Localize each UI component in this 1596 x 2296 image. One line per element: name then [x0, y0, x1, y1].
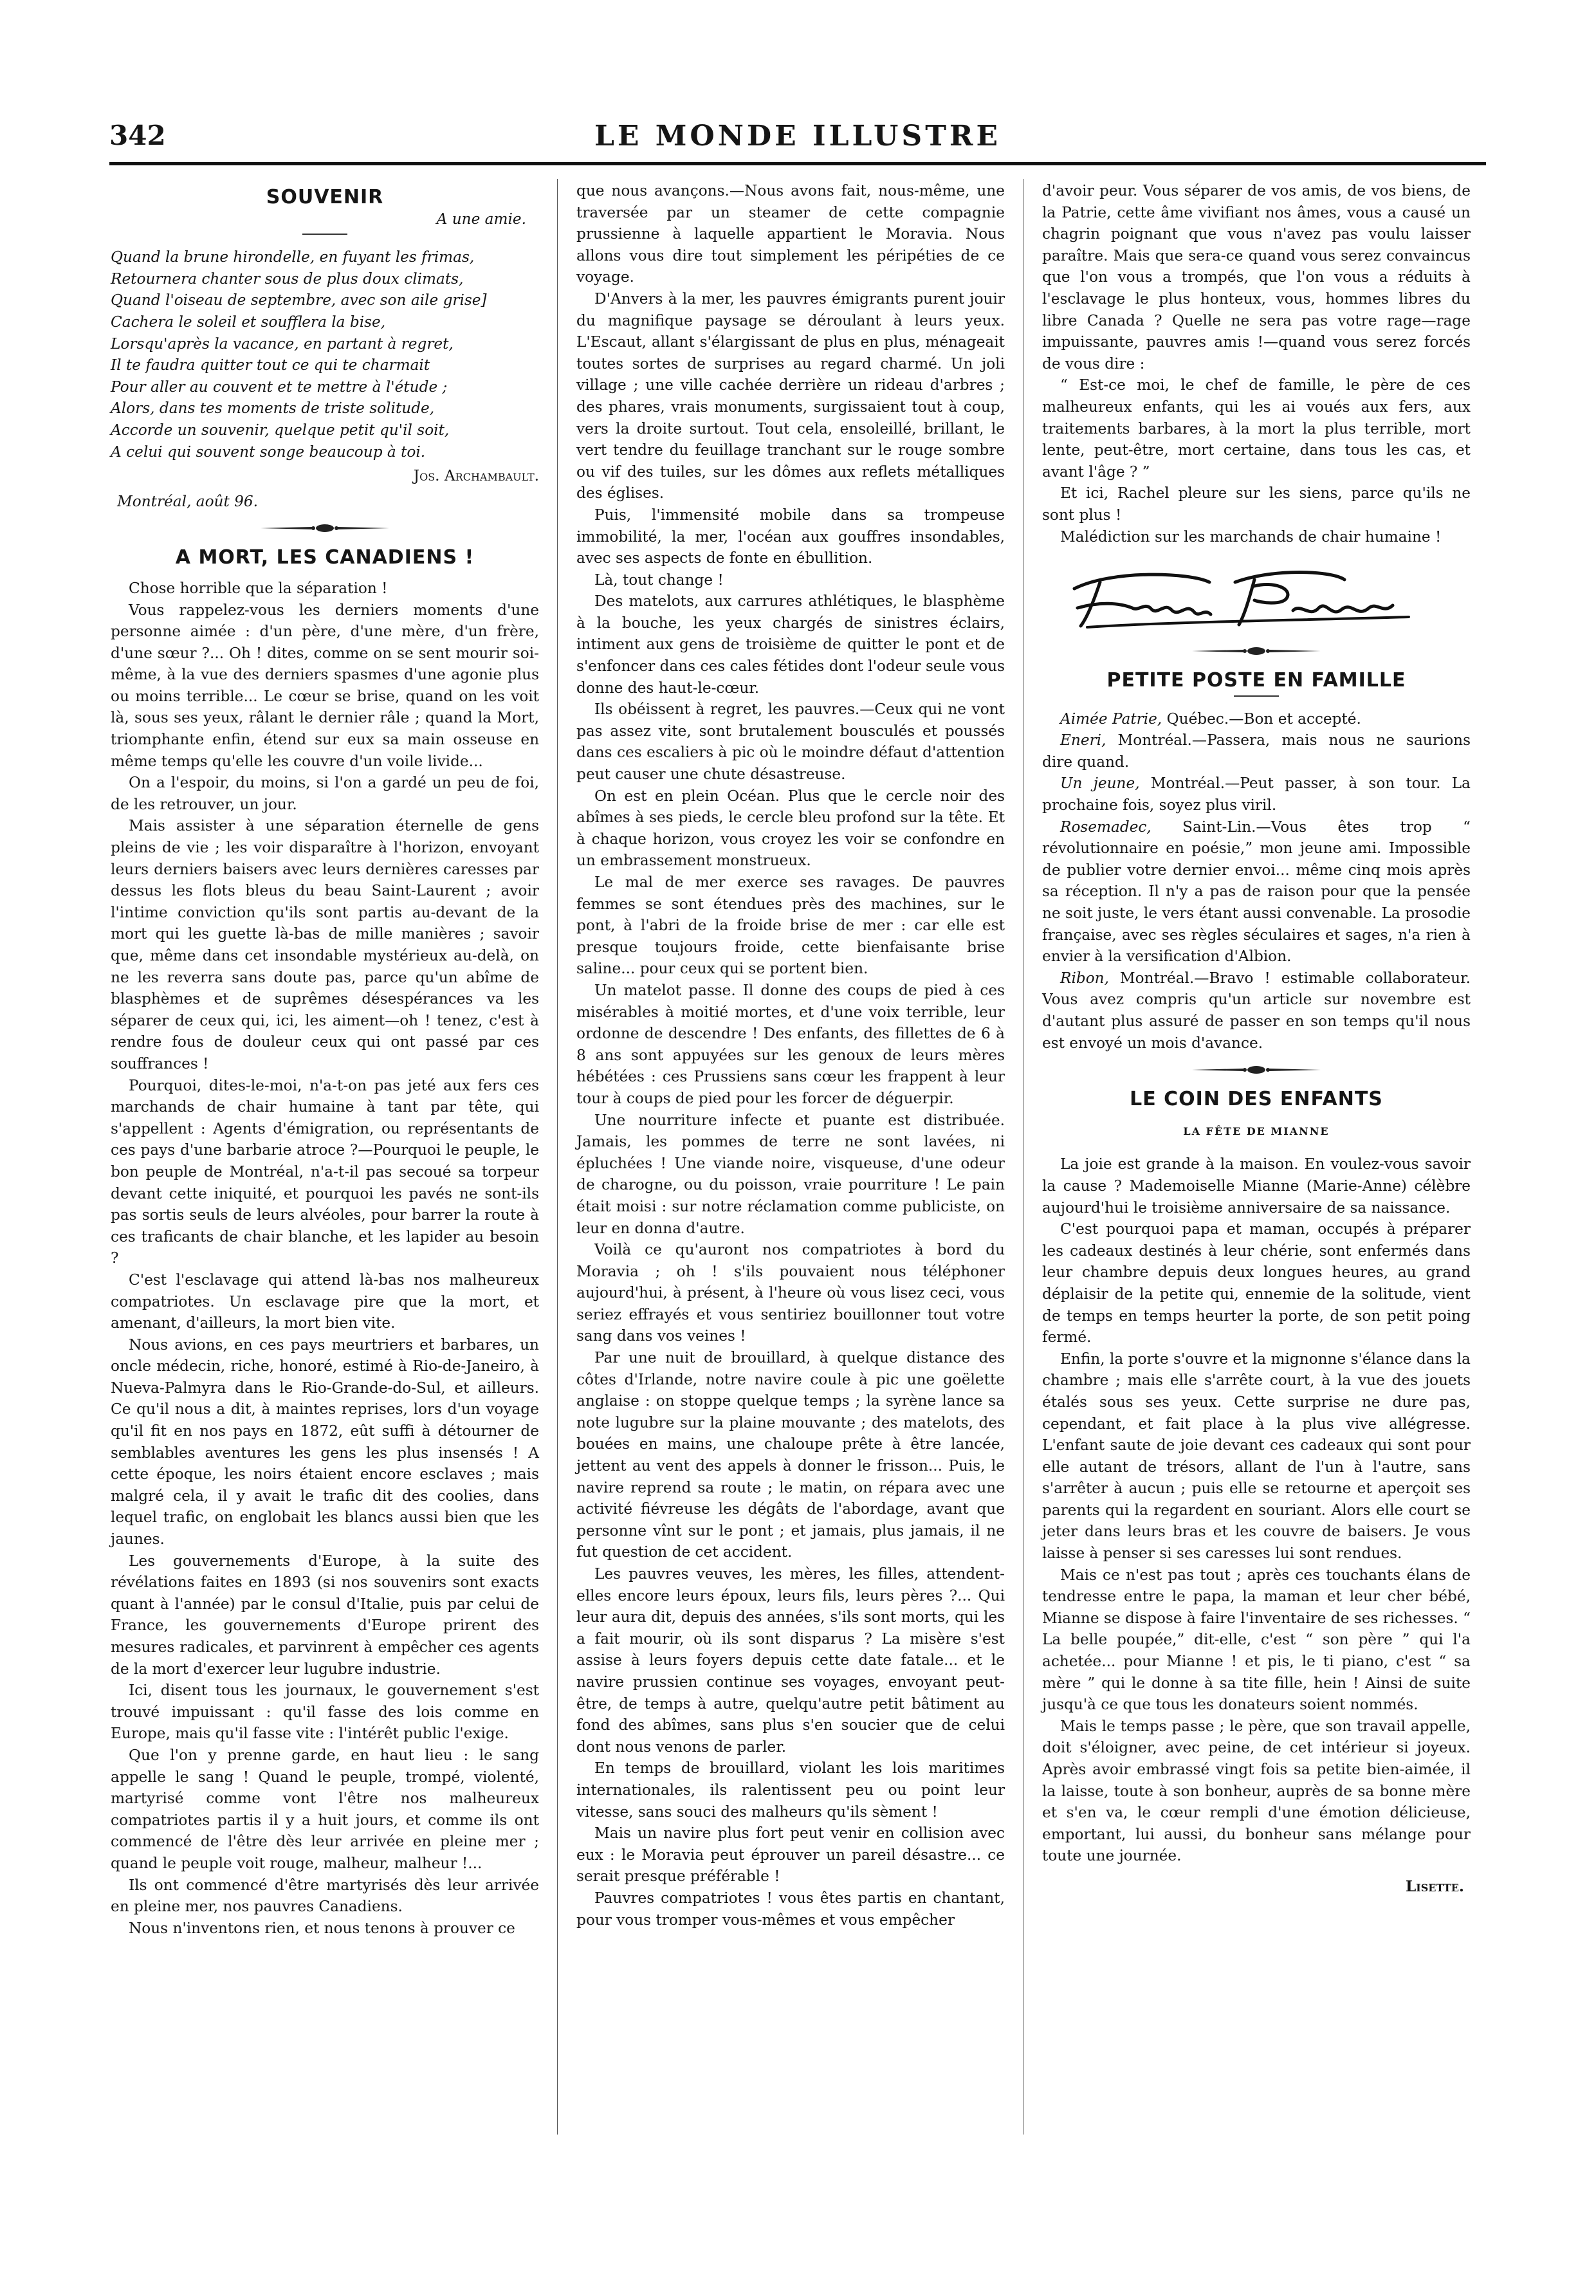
article-paragraph: Puis, l'immensité mobile dans sa trompeuse immobilité, la mer, l'océan aux gouffres insondables, avec ses aspects de fonte en ébullition.	[576, 506, 1005, 567]
reply-name: Ribon,	[1060, 969, 1109, 987]
reply-name: Un jeune,	[1060, 775, 1140, 793]
article-paragraph: Vous rappelez-vous les derniers moments d'une personne aimée : d'un père, d'une mère, d'un frère, d'une sœur ?... Oh ! dites, comme on se sent mourir soi-même, à la vue des derniers spasmes d'une agonie plus ou moins terrible... Le cœur se brise, quand on les voit là, sous ses yeux, râlant le dernier râle ; quand la Mort, triomphante enfin, étend sur eux sa main osseuse en même temps qu'elle les couvre d'un voile livide...	[111, 601, 539, 770]
article-paragraph: On a l'espoir, du moins, si l'on a gardé un peu de foi, de les retrouver, un jour.	[111, 774, 539, 813]
poem-line: Lorsqu'après la vacance, en partant à regret,	[111, 335, 454, 353]
poste-reply	[1042, 708, 1471, 730]
article-paragraph: Le mal de mer exerce ses ravages. De pauvres femmes se sont étendues près des machines, sur le pont, à l'abri de la froide brise de mer : car elle est presque toujours froide, cette bienfaisante brise saline... pour ceux qui se portent bien.	[576, 874, 1005, 978]
article-paragraph: Ici, disent tous les journaux, le gouvernement s'est trouvé impuissant : qu'il fasse des lois comme en Europe, mais qu'il fasse vite : l'intérêt public l'exige.	[111, 1682, 539, 1743]
page-header	[109, 120, 1486, 158]
article-paragraph: Pauvres compatriotes ! vous êtes partis en chantant, pour vous tromper vous-mêmes et vous empêcher	[576, 1889, 1005, 1929]
poem-dedication: A une amie.	[436, 210, 526, 228]
article-paragraph: En temps de brouillard, violant les lois maritimes internationales, ils ralentissent peu ou point leur vitesse, sans souci des malheurs qu'ils sèment !	[576, 1759, 1005, 1821]
article-paragraph: “ Est-ce moi, le chef de famille, le père de ces malheureux enfants, qui les ai voués aux fers, aux traitements barbares, à la mort la plus terrible, mort lente, peut-être, mort certaine, dans tous les cas, et avant l'âge ? ”	[1042, 376, 1471, 481]
short-rule	[302, 234, 347, 235]
poem-dateline: Montréal, août 96.	[117, 492, 259, 510]
article-paragraph: Les gouvernements d'Europe, à la suite des révélations faites en 1893 (si nos souvenirs sont exacts quant à l'année) par le consul d'Italie, puis par celui de France, les gouvernements d'Europe prirent des mesures radicales, et parvinrent à empêcher ces agents de la mort d'exercer leur lugubre industrie.	[111, 1552, 539, 1678]
article-paragraph: Malédiction sur les marchands de chair humaine !	[1060, 528, 1442, 546]
article-paragraph: Mais ce n'est pas tout ; après ces touchants élans de tendresse entre le papa, la maman et leur cher bébé, Mianne se dispose à faire l'inventaire de ses richesses. “ La belle poupée,” dit-elle, c'est “ son père ” qui l'a achetée... pour Mianne ! et pis, le ti piano, c'est “ sa mère ” qui le donne à sa tite fille, hein ! Ainsi de suite jusqu'à ce que tous les donateurs soient nommés.	[1042, 1566, 1471, 1714]
poste-reply	[1042, 968, 1471, 1054]
header-rule	[109, 162, 1486, 165]
poem-line: Alors, dans tes moments de triste solitude,	[111, 400, 435, 418]
article-paragraph: Un matelot passe. Il donne des coups de pied à ces misérables à moitié mortes, et d'une voix terrible, leur ordonne de descendre ! Des enfants, des fillettes de 6 à 8 ans sont appuyées sur les genoux de leurs mères hébétées : ces Prussiens sans cœur les frappent à leur tour à coups de pied pour les forcer de déguerpir.	[576, 981, 1005, 1107]
column-divider	[557, 179, 558, 2135]
column-right	[1042, 180, 1471, 1898]
article-paragraph: Mais assister à une séparation éternelle de gens pleins de vie ; les voir disparaître à l'horizon, envoyant leurs derniers baisers avec leurs dernières caresses par dessus les flots bleus du beau Saint-Laurent ; avoir l'intime conviction qu'ils sont partis au-devant de la mort qui les guette là-bas de mille manières ; savoir que, même dans cet insondable mystérieux au-delà, on ne les reverra sans doute pas, parce qu'un abîme de blasphèmes et de suprêmes désespérances va les séparer de ceux qui, ici, les aiment—oh ! tenez, c'est à rendre fous de douleur ceux qui ont passé par ces souffrances !	[111, 817, 539, 1072]
enfants-title: LE COIN DES ENFANTS	[1130, 1088, 1383, 1111]
article-paragraph: Nous n'inventons rien, et nous tenons à prouver ce	[129, 1919, 515, 1937]
reply-name: Eneri,	[1060, 731, 1106, 749]
article-paragraph: Mais le temps passe ; le père, que son travail appelle, doit s'éloigner, avec peine, de cet intérieur si joyeux. Après avoir embrassé vingt fois sa petite bien-aimée, il la laisse, toute à son bonheur, auprès de sa bonne mère et s'en va, le cœur rempli d'une émotion délicieuse, emportant, lui aussi, du bonheur sans mélange pour toute une journée.	[1042, 1717, 1471, 1865]
article-paragraph: Là, tout change !	[594, 571, 724, 589]
poem-author: Jos. Archambault.	[413, 467, 539, 485]
article-paragraph: Ils obéissent à regret, les pauvres.—Ceux qui ne vont pas assez vite, sont brutalement bousculés et poussés dans ces escaliers à pic où le moindre défaut d'attention peut causer une chute désastreuse.	[576, 701, 1005, 784]
poste-reply	[1042, 773, 1471, 816]
ornament-divider	[1192, 647, 1321, 656]
article-paragraph: C'est l'esclavage qui attend là-bas nos malheureux compatriotes. Un esclavage pire que la mort, et amenant, d'ailleurs, la mort bien vite.	[111, 1271, 539, 1332]
article-paragraph: D'Anvers à la mer, les pauvres émigrants purent jouir du magnifique paysage se déroulant à leurs yeux. L'Escaut, allant s'élargissant de plus en plus, ménageait toutes sortes de surprises au regard charmé. Un joli village ; une ville cachée derrière un rideau d'arbres ; des phares, vrais monuments, surgissaient tout à coup, vers la droite surtout. Tout cela, ensoleillé, brillant, le vert tendre du feuillage tranchant sur le rouge sombre ou vif des tuiles, sur les dômes aux reflets métalliques des églises.	[576, 289, 1005, 502]
souvenir-title: SOUVENIR	[266, 186, 384, 208]
reply-text: Montréal.—Bravo ! estimable collaborateur. Vous avez compris qu'un article sur novembre est d'autant plus assuré de passer en son temps qu'il nous est envoyé un mois d'avance.	[1042, 969, 1471, 1052]
article-paragraph: Chose horrible que la séparation !	[129, 579, 388, 597]
article-paragraph: Nous avions, en ces pays meurtriers et barbares, un oncle médecin, riche, honoré, estimé à Rio-de-Janeiro, à Nueva-Palmyra dans le Rio-Grande-do-Sul, et ailleurs. Ce qu'il nous a dit, à maintes reprises, lors d'un voyage qu'il fit en nos pays en 1872, eût suffi à détourner de semblables aventures les gens les plus insensés ! A cette époque, les noirs étaient encore esclaves ; mais malgré cela, il y avait le trafic dit des coolies, dans lequel trafic, on englobait les blancs aussi bien que les jaunes.	[111, 1336, 539, 1548]
poem-line: A celui qui souvent songe beaucoup à toi.	[111, 443, 426, 461]
handwritten-signature	[1061, 563, 1422, 634]
reply-text: Montréal.—Passera, mais nous ne saurions dire quand.	[1042, 731, 1471, 771]
reply-name: Aimée Patrie,	[1060, 710, 1162, 728]
article-paragraph: Mais un navire plus fort peut venir en collision avec eux : le Moravia peut éprouver un pareil désastre... ce serait presque préférable !	[576, 1824, 1005, 1886]
article-paragraph: d'avoir peur. Vous séparer de vos amis, de vos biens, de la Patrie, cette âme vivifiant nos âmes, vous a causé un chagrin poignant que vous n'avez pas voulu laisser paraître. Mais que sera-ce quand vous serez convaincus que l'on vous a trompés, que l'on vous a réduits à l'esclavage le plus honteux, vous, hommes libres du libre Canada ? Quelle ne sera pas votre rage—rage impuissante, pauvres amis !—quand vous serez forcés de vous dire :	[1042, 182, 1471, 372]
article-paragraph: Des matelots, aux carrures athlétiques, le blasphème à la bouche, les yeux chargés de sinistres éclairs, intiment aux gens de troisième de quitter le pont et de s'enfoncer dans ces cales fétides dont l'odeur seule vous donne des haut-le-cœur.	[576, 592, 1005, 697]
article-paragraph: Pourquoi, dites-le-moi, n'a-t-on pas jeté aux fers ces marchands de chair humaine à tant par tête, qui s'appellent : Agents d'émigration, ou représentants de ces pays d'une barbarie atroce ?—Pourquoi le peuple, le bon peuple de Montréal, n'a-t-il pas secoué sa torpeur devant cette iniquité, et pourquoi les pavés ne sont-ils pas sortis seuls de leurs alvéoles, pour barrer la route à ces traficants de chair blanche, et les lapider au besoin ?	[111, 1076, 539, 1267]
article-paragraph: La joie est grande à la maison. En voulez-vous savoir la cause ? Mademoiselle Mianne (Marie-Anne) célèbre aujourd'hui le troisième anniversaire de sa naissance.	[1042, 1155, 1471, 1217]
page-number: 342	[109, 120, 166, 151]
article-paragraph: Que l'on y prenne garde, en haut lieu : le sang appelle le sang ! Quand le peuple, trompé, violenté, martyrisé comme vont l'être nos malheureux compatriotes partis il y a huit jours, et comme ils ont commencé de l'être dès leur arrivée en pleine mer ; quand le peuple voit rouge, malheur, malheur !...	[111, 1746, 539, 1872]
poste-title: PETITE POSTE EN FAMILLE	[1106, 669, 1406, 692]
poem-line: Quand la brune hirondelle, en fuyant les frimas,	[111, 248, 475, 266]
reply-name: Rosemadec,	[1060, 818, 1151, 836]
poem-line: Pour aller au couvent et te mettre à l'étude ;	[111, 378, 448, 396]
article-paragraph: que nous avançons.—Nous avons fait, nous-même, une traversée par un steamer de cette compagnie prussienne à laquelle appartient le Moravia. Nous allons vous dire tout simplement les péripéties de ce voyage.	[576, 182, 1005, 286]
column-middle	[576, 180, 1005, 1931]
reply-text: Montréal.—Peut passer, à son tour. La prochaine fois, soyez plus viril.	[1042, 775, 1471, 814]
poem-line: Cachera le soleil et soufflera la bise,	[111, 313, 386, 331]
article-paragraph: On est en plein Océan. Plus que le cercle noir des abîmes à ses pieds, le cercle bleu profond sur la tête. Et à chaque horizon, vous croyez les voir se confondre en un embrassement monstrueux.	[576, 787, 1005, 870]
reply-text: Saint-Lin.—Vous êtes trop “ révolutionnaire en poésie,” mon jeune ami. Impossible de publier votre dernier envoi... même cinq mois après sa réception. Il n'y a pas de raison pour que la pensée ne soit juste, le vers étant aussi convenable. La prosodie française, avec ses règles séculaires et sages, n'a rien à envier à la versification d'Albion.	[1042, 818, 1471, 966]
article-paragraph: Voilà ce qu'auront nos compatriotes à bord du Moravia ; oh ! s'ils pouvaient nous téléphoner aujourd'hui, à présent, à l'heure où vous lisez ceci, vous seriez effrayés et vous sentiriez bouillonner tout votre sang dans vos veines !	[576, 1241, 1005, 1345]
article-paragraph: Une nourriture infecte et puante est distribuée. Jamais, les pommes de terre ne sont lavées, ni épluchées ! Une viande noire, visqueuse, d'une odeur de charogne, ou du poisson, vraie pourriture ! Le pain était moisi : sur notre réclamation comme publiciste, on leur en donna d'autre.	[576, 1111, 1005, 1237]
ornament-divider	[1192, 1065, 1321, 1074]
poem-line: Quand l'oiseau de septembre, avec son aile grise]	[111, 291, 487, 309]
poem-line: Accorde un souvenir, quelque petit qu'il soit,	[111, 421, 450, 439]
article-paragraph: Enfin, la porte s'ouvre et la mignonne s'élance dans la chambre ; mais elle s'arrête court, à la vue des jouets étalés sous ses yeux. Cette surprise ne dure pas, cependant, et fait place à la plus vive allégresse. L'enfant saute de joie devant ces cadeaux qui sont pour elle autant de trésors, allant de l'un à l'autre, sans s'arrêter à aucun ; puis elle se retourne et aperçoit ses parents qui la regardent en souriant. Alors elle court se jeter dans leurs bras et les couvre de baisers. Je vous laisse à penser si ses caresses lui sont rendues.	[1042, 1350, 1471, 1563]
column-left	[111, 180, 539, 1939]
reply-text: Québec.—Bon et accepté.	[1162, 710, 1361, 728]
ornament-divider	[261, 524, 389, 533]
article-paragraph: Les pauvres veuves, les mères, les filles, attendent-elles encore leurs époux, leurs fils, leurs pères ?... Qui leur aura dit, depuis des années, s'ils sont morts, qui les a fait mourir, où ils sont disparus ? La misère s'est assise à leurs foyers depuis cette date fatale... et le navire prussien continue ses voyages, envoyant peut-être, de temps à autre, quelqu'autre petit bâtiment au fond des abîmes, sans plus s'en soucier que de celui dont nous venons de parler.	[576, 1565, 1005, 1756]
article-paragraph: Par une nuit de brouillard, à quelque distance des côtes d'Irlande, notre navire coule à pic une goëlette anglaise : on stoppe quelque temps ; la syrène lance sa note lugubre sur la plaine mouvante ; des matelots, des bouées en mains, une chaloupe prête à être lancée, jettent au vent des appels à donner le frisson... Puis, le navire reprend sa route ; le matin, on répara avec une activité fiévreuse les dégâts de l'abordage, avant que personne vînt sur le pont ; et jamais, plus jamais, il ne fut question de cet accident.	[576, 1349, 1005, 1561]
journal-title: LE MONDE ILLUSTRE	[594, 120, 1002, 152]
poste-reply	[1042, 730, 1471, 773]
enfants-subtitle: LA FÊTE DE MIANNE	[1183, 1125, 1330, 1137]
poste-reply	[1042, 816, 1471, 968]
poem-line: Il te faudra quitter tout ce qui te charmait	[111, 356, 430, 374]
article-paragraph: Ils ont commencé d'être martyrisés dès leur arrivée en pleine mer, nos pauvres Canadiens.	[111, 1876, 539, 1916]
poem-line: Retournera chanter sous de plus doux climats,	[111, 270, 464, 288]
enfants-author: Lisette.	[1405, 1877, 1464, 1895]
article-paragraph: Et ici, Rachel pleure sur les siens, parce qu'ils ne sont plus !	[1042, 484, 1471, 524]
article-title: A MORT, LES CANADIENS !	[175, 546, 475, 569]
article-paragraph: C'est pourquoi papa et maman, occupés à préparer les cadeaux destinés à leur chérie, sont enfermés dans leur chambre depuis deux longues heures, au grand déplaisir de la petite qui, ennemie de la solitude, vient de temps en temps heurter la porte, de son petit poing fermé.	[1042, 1220, 1471, 1346]
poem	[111, 246, 539, 463]
short-rule	[1234, 695, 1279, 697]
